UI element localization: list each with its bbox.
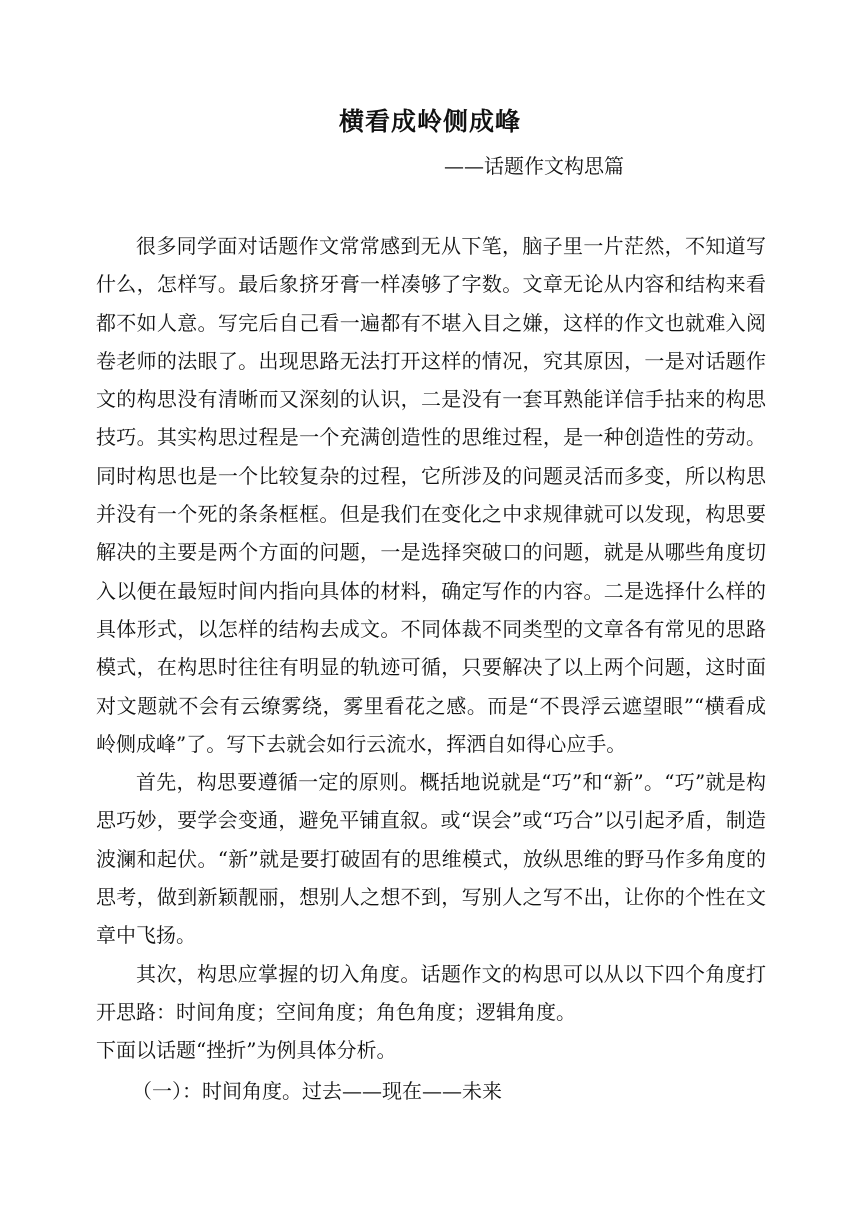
principle-paragraph: 首先，构思要遵循一定的原则。概括地说就是“巧”和“新”。“巧”就是构思巧妙，要学会变通，避免平铺直叙。或“误会”或“巧合”以引起矛盾，制造波澜和起伏。“新”就是要打破固有的思维模式，放纵思维的野马作多角度的思考，做到新颖靓丽，想别人之想不到，写别人之写不出，让你的个性在文章中飞扬。 — [96, 770, 766, 948]
example-intro-line: 下面以话题“挫折”为例具体分析。 — [96, 1038, 397, 1063]
document-subtitle: ——话题作文构思篇 — [444, 154, 624, 178]
intro-paragraph: 很多同学面对话题作文常常感到无从下笔，脑子里一片茫然，不知道写什么，怎样写。最后象挤牙膏一样凑够了字数。文章无论从内容和结构来看都不如人意。写完后自己看一遍都有不堪入目之嫌，这样的作文也就难入阅卷老师的法眼了。出现思路无法打开这样的情况，究其原因，一是对话题作文的构思没有清晰而又深刻的认识，二是没有一套耳熟能详信手拈来的构思技巧。其实构思过程是一个充满创造性的思维过程，是一种创造性的劳动。同时构思也是一个比较复杂的过程，它所涉及的问题灵活而多变，所以构思并没有一个死的条条框框。但是我们在变化之中求规律就可以发现，构思要解决的主要是两个方面的问题，一是选择突破口的问题，就是从哪些角度切入以便在最短时间内指向具体的材料，确定写作的内容。二是选择什么样的具体形式，以怎样的结构去成文。不同体裁不同类型的文章各有常见的思路模式，在构思时往往有明显的轨迹可循，只要解决了以上两个问题，这时面对文题就不会有云缭雾绕，雾里看花之感。而是“不畏浮云遮望眼”“横看成岭侧成峰”了。写下去就会如行云流水，挥洒自如得心应手。 — [96, 234, 766, 756]
document-body — [96, 227, 766, 1110]
document-title: 横看成岭侧成峰 — [338, 107, 521, 136]
angle-paragraph: 其次，构思应掌握的切入角度。话题作文的构思可以从以下四个角度打开思路：时间角度；空间角度；角色角度；逻辑角度。 — [96, 961, 766, 1024]
section-heading-time: （一）：时间角度。过去——现在——未来 — [132, 1078, 502, 1103]
